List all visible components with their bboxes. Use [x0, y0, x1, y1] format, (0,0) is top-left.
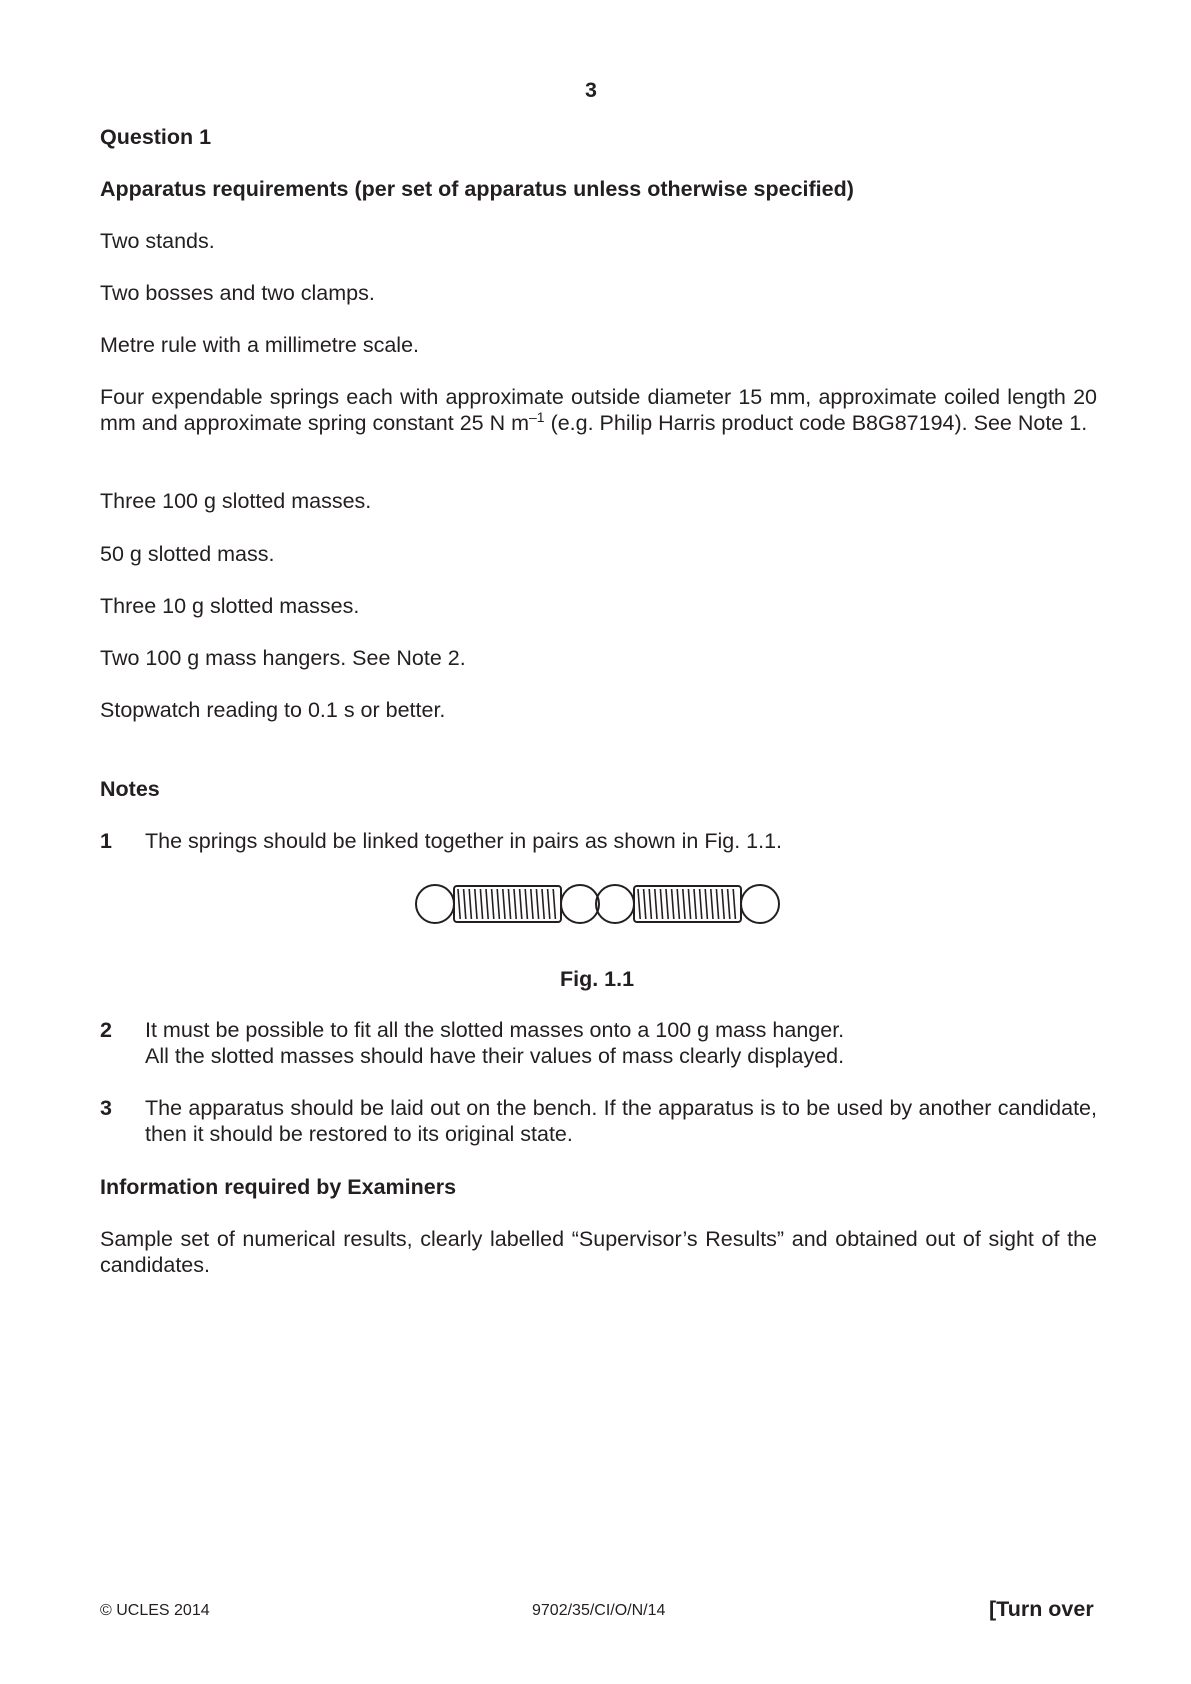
spring-winding: [548, 889, 550, 919]
apparatus-item-bosses: Two bosses and two clamps.: [100, 281, 375, 305]
spring-winding: [464, 889, 466, 919]
apparatus-item-mass-hangers: Two 100 g mass hangers. See Note 2.: [100, 646, 466, 670]
spring-winding: [497, 889, 499, 919]
spring-winding: [655, 889, 657, 919]
spring-winding: [638, 889, 640, 919]
apparatus-item-100g-masses: Three 100 g slotted masses.: [100, 489, 372, 513]
apparatus-item-stands: Two stands.: [100, 229, 215, 253]
spring-winding: [458, 889, 460, 919]
springs-text-part2: (e.g. Philip Harris product code B8G87194). See Note 1.: [544, 411, 1088, 435]
spring-winding: [700, 889, 702, 919]
turn-over-label: [Turn over: [989, 1597, 1094, 1621]
note-2-number: 2: [100, 1018, 112, 1042]
spring-loop-3: [596, 885, 634, 923]
spring-winding: [553, 889, 555, 919]
note-1-number: 1: [100, 829, 112, 853]
spring-winding: [728, 889, 730, 919]
spring-winding: [531, 889, 533, 919]
spring-winding: [520, 889, 522, 919]
spring-winding: [469, 889, 471, 919]
spring-winding: [660, 889, 662, 919]
spring-winding: [644, 889, 646, 919]
note-3-number: 3: [100, 1096, 112, 1120]
spring-winding: [514, 889, 516, 919]
spring-winding: [536, 889, 538, 919]
apparatus-heading: Apparatus requirements (per set of apparatus unless otherwise specified): [100, 177, 854, 201]
footer-copyright: © UCLES 2014: [100, 1602, 210, 1619]
footer-code: 9702/35/CI/O/N/14: [532, 1602, 666, 1619]
notes-heading: Notes: [100, 777, 160, 801]
spring-winding: [694, 889, 696, 919]
apparatus-item-50g-mass: 50 g slotted mass.: [100, 542, 275, 566]
spring-winding: [508, 889, 510, 919]
question-title: Question 1: [100, 125, 212, 149]
spring-winding: [503, 889, 505, 919]
spring-winding: [475, 889, 477, 919]
linked-springs-figure: [410, 878, 790, 930]
spring-winding: [733, 889, 735, 919]
spring-winding: [525, 889, 527, 919]
spring-winding: [542, 889, 544, 919]
spring-winding: [480, 889, 482, 919]
spring-loop-2: [561, 885, 599, 923]
springs-text-part1: Four expendable springs each with approximate outside diameter 15 mm, approximate coiled length 20 mm and approximate spring constant 25 N m: [100, 385, 1097, 435]
spring-loop-4: [741, 885, 779, 923]
apparatus-item-10g-masses: Three 10 g slotted masses.: [100, 594, 360, 618]
springs-exponent: –1: [529, 409, 545, 425]
spring-winding: [486, 889, 488, 919]
spring-winding: [666, 889, 668, 919]
spring-winding: [716, 889, 718, 919]
spring-winding: [492, 889, 494, 919]
apparatus-item-stopwatch: Stopwatch reading to 0.1 s or better.: [100, 698, 446, 722]
examiners-heading: Information required by Examiners: [100, 1175, 457, 1199]
spring-winding: [722, 889, 724, 919]
spring-winding: [649, 889, 651, 919]
apparatus-item-springs: [100, 384, 1097, 436]
spring-winding: [705, 889, 707, 919]
note-2-line-1: It must be possible to fit all the slotted masses onto a 100 g mass hanger.: [145, 1018, 845, 1042]
spring-winding: [672, 889, 674, 919]
spring-loop-1: [416, 885, 454, 923]
spring-winding: [683, 889, 685, 919]
figure-caption: Fig. 1.1: [560, 967, 635, 991]
page-number: 3: [585, 78, 597, 102]
spring-winding: [688, 889, 690, 919]
apparatus-item-rule: Metre rule with a millimetre scale.: [100, 333, 420, 357]
spring-winding: [677, 889, 679, 919]
spring-winding: [711, 889, 713, 919]
examiners-text: Sample set of numerical results, clearly labelled “Supervisor’s Results” and obtained out of sight of the candidates.: [100, 1227, 1097, 1277]
note-1-text: The springs should be linked together in pairs as shown in Fig. 1.1.: [145, 829, 783, 853]
note-3-text: The apparatus should be laid out on the bench. If the apparatus is to be used by another candidate, then it should be restored to its original state.: [145, 1096, 1097, 1146]
note-2-line-2: All the slotted masses should have their values of mass clearly displayed.: [145, 1044, 845, 1068]
